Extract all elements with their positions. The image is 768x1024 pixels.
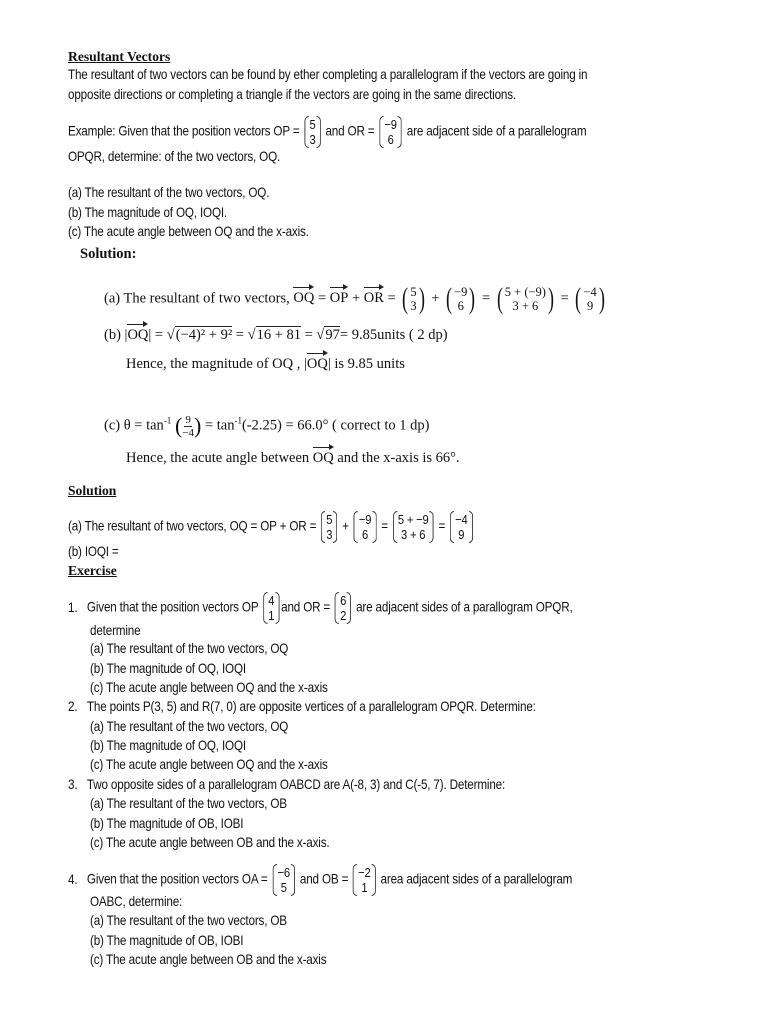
exercise-q3-b: (b) The magnitude of OB, IOBI [90,816,244,831]
question-a: (a) The resultant of the two vectors, OQ. [68,185,270,200]
question-c: (c) The acute angle between OQ and the x-axis. [68,224,309,239]
exercise-q4-c: (c) The acute angle between OB and the x-axis [90,952,327,967]
exercise-q3-c: (c) The acute angle between OB and the x-axis. [90,835,330,850]
exercise-q3: 3. Two opposite sides of a parallelogram OABCD are A(-8, 3) and C(-5, 7). Determine: [68,777,506,792]
q4-vector-oa: −6 5 [272,864,295,896]
solution-c-hence: Hence, the acute angle between OQ and the x-axis is 66°. [126,450,460,466]
exercise-q2-c: (c) The acute angle between OQ and the x-axis [90,757,328,772]
example-prefix: Example: Given that the position vectors OP = [68,123,300,139]
example-line [68,116,586,148]
q1-vector-or: 6 2 [335,592,351,624]
exercise-q1-a: (a) The resultant of the two vectors, OQ [90,641,289,656]
sol2-vector-2: −9 6 [354,511,377,543]
exercise-q3-a: (a) The resultant of the two vectors, OB [90,796,287,811]
example-suffix: are adjacent side of a parallelogram [406,123,587,139]
solution-title: Solution: [80,246,137,262]
exercise-q1-line2: determine [90,623,141,638]
vector-or: −9 6 [379,116,402,148]
exercise-q4-a: (a) The resultant of the two vectors, OB [90,913,287,928]
solution2-b: (b) IOQI = [68,544,119,559]
exercise-q2-b: (b) The magnitude of OQ, IOQI [90,738,246,753]
vector-op-arrow: OP [329,290,349,307]
vector-oq-arrow: OQ [293,290,315,307]
sol-vector-4: ( −4 9 ) [575,282,605,315]
exercise-q2: 2. The points P(3, 5) and R(7, 0) are opposite vertices of a parallelogram OPQR. Determine: [68,699,536,714]
sol-vector-2: ( −9 6 ) [446,282,476,315]
exercise-q4: 4. Given that the position vectors OA = −6 5 and OB = −2 1 area adjacent sides of a parallelogram [68,865,573,895]
solution-b-hence: Hence, the magnitude of OQ , |OQ| is 9.85 units [126,356,405,372]
exercise-title: Exercise [68,563,117,578]
vector-or-arrow: OR [363,290,384,307]
exercise-q4-b: (b) The magnitude of OB, IOBI [90,933,244,948]
sol2-vector-3: 5 + −9 3 + 6 [393,511,434,543]
solution-a: (a) The resultant of two vectors, OQ = OP + OR = ( 5 3 ) + ( −9 6 ) = ( 5 + (−9) 3 + 6 ) = ( −4 9 ) [104,282,605,315]
heading: Resultant Vectors [68,49,171,64]
exercise-q1-c: (c) The acute angle between OQ and the x-axis [90,680,328,695]
solution-c: (c) $\theta = \tan^{-1}$ ( $\frac{9}{-4}$ ) = $\tan^{-1}(-2.25) = 66.0^\circ$ ( correct to 1 dp) [104,413,430,439]
exercise-q4-line2: OABC, determine: [90,894,183,909]
exercise-q1: 1. Given that the position vectors OP 4 1 and OR = 6 2 are adjacent sides of a parallogram OPQR, [68,593,573,623]
exercise-q1-b: (b) The magnitude of OQ, IOQI [90,661,246,676]
example-mid: and OR = [325,123,375,139]
sol-vector-3: ( 5 + (−9) 3 + 6 ) [496,282,554,315]
sol2-vector-1: 5 3 [321,511,337,543]
vector-op: 5 3 [304,116,320,148]
sol2-vector-4: −4 9 [450,511,473,543]
q1-vector-op: 4 1 [263,592,279,624]
question-b: (b) The magnitude of OQ, IOQI. [68,205,228,220]
fraction: $\frac{9}{-4}$ [182,413,194,439]
solution2-title: Solution [68,483,117,498]
intro-line-1: The resultant of two vectors can be found by ether completing a parallelogram if the vectors are going in [68,67,588,82]
exercise-q2-a: (a) The resultant of the two vectors, OQ [90,719,289,734]
solution2-a: (a) The resultant of two vectors, OQ = OP + OR = 5 3 + −9 6 = 5 + −9 3 + 6 = −4 9 [68,511,474,543]
sol-vector-1: ( 5 3 ) [402,282,425,315]
example-line-2: OPQR, determine: of the two vectors, OQ. [68,149,281,164]
solution-b: (b) |OQ| = √(−4)² + 9² = √16 + 81 = √97= 9.85units ( 2 dp) [104,327,448,343]
q4-vector-ob: −2 1 [353,864,376,896]
intro-line-2: opposite directions or completing a triangle if the vectors are going in the same directions. [68,87,516,102]
